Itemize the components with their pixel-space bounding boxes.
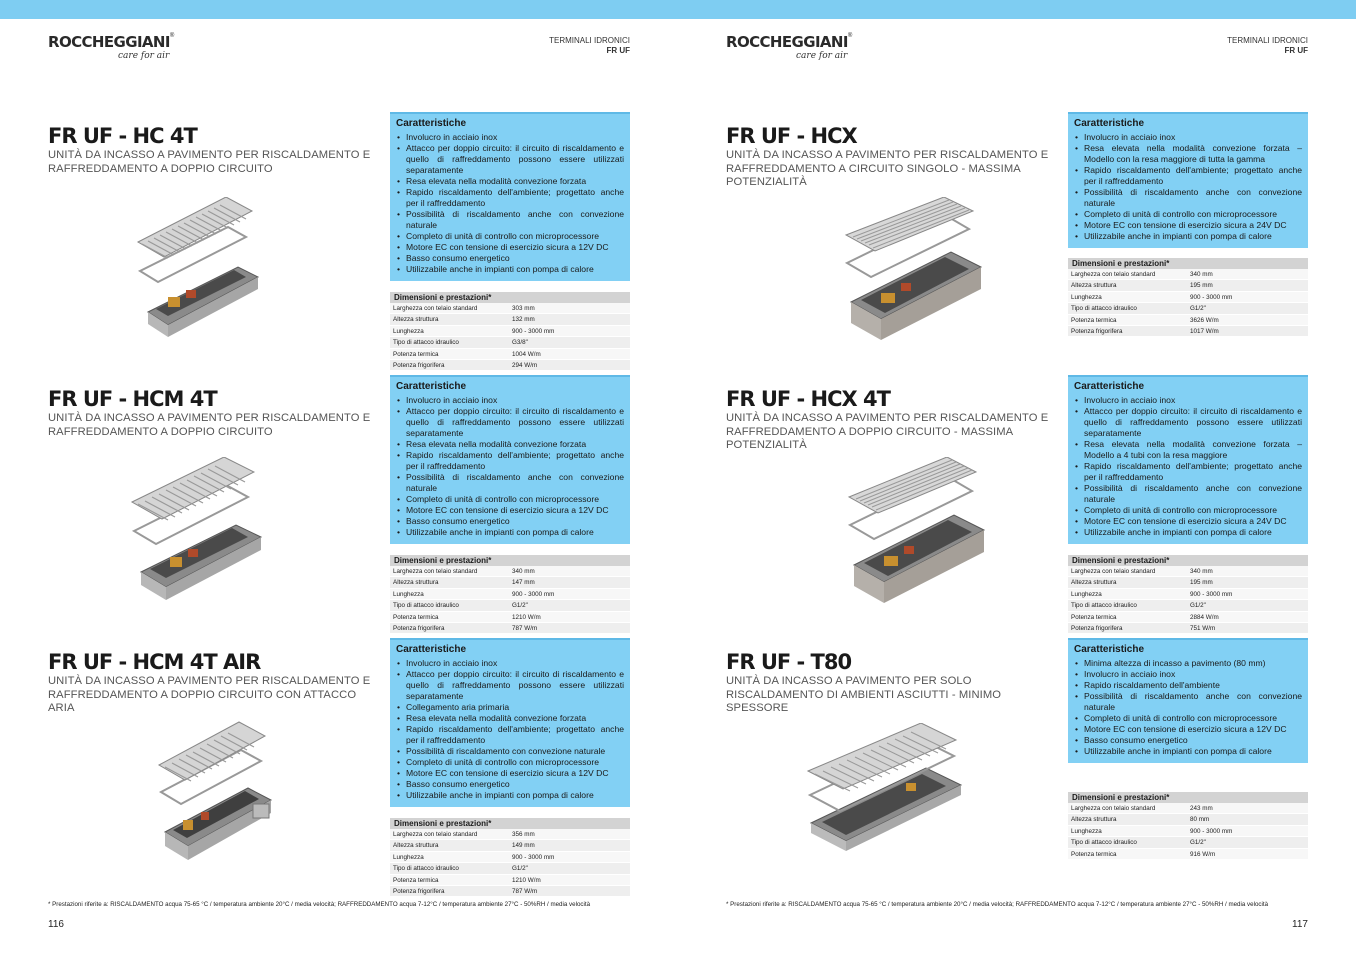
dimensions-value: 900 - 3000 mm — [1190, 827, 1233, 835]
product-subtitle: UNITÀ DA INCASSO A PAVIMENTO PER RISCALDAMENTO E RAFFREDDAMENTO A DOPPIO CIRCUITO - MASSIMA POTENZIALITÀ — [726, 412, 1049, 452]
feature-item: • Possibilità di riscaldamento anche con convezione naturale — [1074, 691, 1302, 713]
dimensions-row — [390, 349, 630, 360]
dimensions-row — [390, 337, 630, 348]
product-image — [844, 457, 1009, 612]
dimensions-value: 340 mm — [1190, 568, 1213, 575]
dimensions-value: 751 W/m — [1190, 624, 1216, 632]
feature-item: • Completo di unità di controllo con microprocessore — [396, 757, 624, 768]
feature-item: • Possibilità di riscaldamento anche con convezione naturale — [396, 209, 624, 231]
page-number: 116 — [48, 919, 64, 930]
feature-item: • Utilizzabile anche in impianti con pompa di calore — [1074, 746, 1302, 757]
dimensions-value: 1210 W/m — [512, 613, 541, 621]
features-list — [1074, 395, 1302, 538]
features-list — [1074, 658, 1302, 757]
feature-item: • Completo di unità di controllo con microprocessore — [1074, 713, 1302, 724]
feature-item: • Rapido riscaldamento dell'ambiente; progettato anche per il raffreddamento — [396, 724, 624, 746]
dimensions-value: 243 mm — [1190, 805, 1213, 812]
dimensions-label: Lunghezza — [393, 327, 424, 335]
features-panel — [1068, 375, 1308, 544]
dimensions-label: Altezza struttura — [1071, 282, 1117, 290]
dimensions-row — [390, 600, 630, 611]
page-number: 117 — [1292, 919, 1308, 930]
dimensions-value: 340 mm — [512, 568, 535, 575]
dimensions-label: Larghezza con telaio standard — [393, 831, 478, 838]
dimensions-row — [1068, 303, 1308, 314]
dimensions-label: Larghezza con telaio standard — [393, 305, 478, 312]
dimensions-label: Potenza termica — [1071, 613, 1117, 621]
features-title: Caratteristiche — [396, 381, 467, 392]
dimensions-row — [1068, 269, 1308, 280]
feature-item: • Rapido riscaldamento dell'ambiente; progettato anche per il raffreddamento — [396, 450, 624, 472]
dimensions-label: Lunghezza — [1071, 590, 1102, 598]
features-title: Caratteristiche — [1074, 381, 1145, 392]
feature-item: • Collegamento aria primaria — [396, 702, 624, 713]
dimensions-row — [390, 863, 630, 874]
features-title: Caratteristiche — [396, 118, 467, 129]
dimensions-table — [390, 818, 630, 897]
dimensions-label: Larghezza con telaio standard — [1071, 805, 1156, 812]
dimensions-value: G1/2" — [1190, 602, 1206, 610]
dimensions-value: 1004 W/m — [512, 350, 541, 358]
feature-item: • Motore EC con tensione di esercizio sicura a 24V DC — [1074, 220, 1302, 231]
dimensions-label: Larghezza con telaio standard — [1071, 568, 1156, 575]
feature-item: • Utilizzabile anche in impianti con pompa di calore — [1074, 231, 1302, 242]
dimensions-table — [1068, 555, 1308, 634]
feature-item: • Involucro in acciaio inox — [396, 395, 624, 406]
dimensions-row — [1068, 849, 1308, 860]
brand-logo — [48, 33, 188, 69]
brand-tagline: care for air — [796, 51, 848, 61]
feature-item: • Attacco per doppio circuito: il circuito di riscaldamento e quello di raffreddamento possono essere utilizzati separatamente — [396, 669, 624, 702]
dimensions-label: Potenza frigorifera — [393, 361, 445, 369]
dimensions-label: Lunghezza — [393, 853, 424, 861]
brand-reg-mark: ® — [169, 33, 175, 39]
dimensions-label: Potenza frigorifera — [393, 887, 445, 895]
features-panel — [390, 375, 630, 544]
dimensions-value: 3626 W/m — [1190, 316, 1219, 324]
dimensions-row — [1068, 589, 1308, 600]
feature-item: • Resa elevata nella modalità convezione forzata — [396, 176, 624, 187]
feature-item: • Rapido riscaldamento dell'ambiente; progettato anche per il raffreddamento — [1074, 461, 1302, 483]
feature-item: • Basso consumo energetico — [396, 516, 624, 527]
dimensions-label: Tipo di attacco idraulico — [393, 865, 459, 873]
dimensions-value: 195 mm — [1190, 579, 1213, 587]
dimensions-title: Dimensioni e prestazioni* — [1068, 258, 1308, 269]
page-117 — [678, 19, 1356, 959]
feature-item: • Resa elevata nella modalità convezione forzata — [396, 713, 624, 724]
dimensions-row — [390, 623, 630, 634]
dimensions-label: Potenza frigorifera — [1071, 624, 1123, 632]
dimensions-value: 356 mm — [512, 831, 535, 838]
dimensions-label: Lunghezza — [393, 590, 424, 598]
product-section — [48, 638, 630, 898]
dimensions-row — [1068, 814, 1308, 825]
dimensions-row — [390, 360, 630, 371]
dimensions-label: Altezza struttura — [393, 842, 439, 850]
dimensions-row — [1068, 577, 1308, 588]
footnote: * Prestazioni riferite a: RISCALDAMENTO acqua 75-65 °C / temperatura ambiente 20°C / media velocità; RAFFREDDAMENTO acqua 7-12°C / temperatura ambiente 27°C - 50%RH / media velocità — [48, 901, 591, 908]
features-panel — [1068, 638, 1308, 763]
running-header-line1: TERMINALI IDRONICI — [1227, 36, 1308, 45]
dimensions-value: 303 mm — [512, 305, 535, 312]
feature-item: • Possibilità di riscaldamento anche con convezione naturale — [396, 472, 624, 494]
dimensions-row — [390, 566, 630, 577]
product-title: FR UF - HC 4T — [48, 124, 197, 148]
dimensions-row — [390, 577, 630, 588]
product-section — [726, 112, 1308, 372]
features-list — [396, 132, 624, 275]
brand-reg-mark: ® — [847, 33, 853, 39]
dimensions-value: 900 - 3000 mm — [512, 853, 555, 861]
dimensions-label: Lunghezza — [1071, 827, 1102, 835]
product-section — [726, 638, 1308, 898]
feature-item: • Attacco per doppio circuito: il circuito di riscaldamento e quello di raffreddamento possono essere utilizzati separatamente — [396, 406, 624, 439]
feature-item: • Rapido riscaldamento dell'ambiente; progettato anche per il raffreddamento — [1074, 165, 1302, 187]
dimensions-row — [390, 314, 630, 325]
dimensions-value: 900 - 3000 mm — [1190, 293, 1233, 301]
dimensions-table — [1068, 792, 1308, 860]
dimensions-label: Altezza struttura — [1071, 579, 1117, 587]
top-color-band — [0, 0, 1356, 19]
footnote: * Prestazioni riferite a: RISCALDAMENTO acqua 75-65 °C / temperatura ambiente 20°C / media velocità; RAFFREDDAMENTO acqua 7-12°C / temperatura ambiente 27°C - 50%RH / media velocità — [726, 901, 1269, 908]
product-subtitle: UNITÀ DA INCASSO A PAVIMENTO PER RISCALDAMENTO E RAFFREDDAMENTO A CIRCUITO SINGOLO - MASSIMA POTENZIALITÀ — [726, 149, 1049, 189]
dimensions-row — [390, 875, 630, 886]
product-title: FR UF - HCX 4T — [726, 387, 890, 411]
features-title: Caratteristiche — [396, 644, 467, 655]
dimensions-value: 916 W/m — [1190, 850, 1216, 858]
dimensions-label: Potenza termica — [393, 613, 439, 621]
product-subtitle: UNITÀ DA INCASSO A PAVIMENTO PER RISCALDAMENTO E RAFFREDDAMENTO A DOPPIO CIRCUITO CON ATTACCO ARIA — [48, 675, 371, 715]
product-image — [126, 457, 276, 607]
dimensions-label: Potenza termica — [393, 876, 439, 884]
feature-item: • Utilizzabile anche in impianti con pompa di calore — [396, 790, 624, 801]
feature-item: • Completo di unità di controllo con microprocessore — [396, 494, 624, 505]
dimensions-value: 1017 W/m — [1190, 327, 1219, 335]
dimensions-value: G3/8" — [512, 339, 528, 347]
dimensions-label: Altezza struttura — [1071, 816, 1117, 824]
feature-item: • Attacco per doppio circuito: il circuito di riscaldamento e quello di raffreddamento possono essere utilizzati separatamente — [396, 143, 624, 176]
feature-item: • Minima altezza di incasso a pavimento (80 mm) — [1074, 658, 1302, 669]
product-image — [128, 197, 273, 342]
brand-logo — [726, 33, 866, 69]
dimensions-title: Dimensioni e prestazioni* — [390, 555, 630, 566]
dimensions-value: 80 mm — [1190, 816, 1210, 824]
feature-item: • Involucro in acciaio inox — [1074, 132, 1302, 143]
dimensions-value: 900 - 3000 mm — [512, 590, 555, 598]
feature-item: • Motore EC con tensione di esercizio sicura a 12V DC — [1074, 724, 1302, 735]
product-image — [153, 720, 283, 870]
dimensions-label: Tipo di attacco idraulico — [1071, 839, 1137, 847]
product-title: FR UF - HCM 4T AIR — [48, 650, 261, 674]
dimensions-row — [1068, 315, 1308, 326]
dimensions-value: 787 W/m — [512, 624, 538, 632]
running-header — [549, 36, 630, 56]
running-header — [1227, 36, 1308, 56]
dimensions-value: 340 mm — [1190, 271, 1213, 278]
dimensions-row — [390, 303, 630, 314]
product-title: FR UF - HCX — [726, 124, 857, 148]
dimensions-title: Dimensioni e prestazioni* — [390, 292, 630, 303]
feature-item: • Involucro in acciaio inox — [1074, 395, 1302, 406]
features-title: Caratteristiche — [1074, 644, 1145, 655]
features-list — [396, 395, 624, 538]
dimensions-row — [1068, 612, 1308, 623]
feature-item: • Motore EC con tensione di esercizio sicura a 24V DC — [1074, 516, 1302, 527]
feature-item: • Rapido riscaldamento dell'ambiente — [1074, 680, 1302, 691]
dimensions-row — [1068, 803, 1308, 814]
dimensions-title: Dimensioni e prestazioni* — [1068, 555, 1308, 566]
feature-item: • Possibilità di riscaldamento anche con convezione naturale — [1074, 483, 1302, 505]
dimensions-table — [1068, 258, 1308, 337]
product-image — [841, 197, 1006, 347]
feature-item: • Motore EC con tensione di esercizio sicura a 12V DC — [396, 242, 624, 253]
dimensions-row — [390, 589, 630, 600]
dimensions-row — [390, 852, 630, 863]
dimensions-value: 147 mm — [512, 579, 535, 587]
running-header-line2: FR UF — [1284, 46, 1308, 55]
features-panel — [1068, 112, 1308, 248]
feature-item: • Utilizzabile anche in impianti con pompa di calore — [1074, 527, 1302, 538]
dimensions-label: Altezza struttura — [393, 579, 439, 587]
dimensions-label: Larghezza con telaio standard — [393, 568, 478, 575]
feature-item: • Utilizzabile anche in impianti con pompa di calore — [396, 264, 624, 275]
dimensions-row — [390, 840, 630, 851]
feature-item: • Resa elevata nella modalità convezione forzata – Modello a 4 tubi con la resa maggiore — [1074, 439, 1302, 461]
product-section — [48, 112, 630, 372]
dimensions-label: Potenza termica — [1071, 850, 1117, 858]
dimensions-label: Larghezza con telaio standard — [1071, 271, 1156, 278]
dimensions-value: 1210 W/m — [512, 876, 541, 884]
product-subtitle: UNITÀ DA INCASSO A PAVIMENTO PER RISCALDAMENTO E RAFFREDDAMENTO A DOPPIO CIRCUITO — [48, 412, 371, 438]
feature-item: • Completo di unità di controllo con microprocessore — [396, 231, 624, 242]
dimensions-row — [1068, 826, 1308, 837]
feature-item: • Basso consumo energetico — [396, 779, 624, 790]
dimensions-label: Potenza frigorifera — [393, 624, 445, 632]
dimensions-row — [1068, 566, 1308, 577]
dimensions-row — [390, 612, 630, 623]
features-list — [396, 658, 624, 801]
page-116 — [0, 19, 678, 959]
dimensions-row — [1068, 623, 1308, 634]
feature-item: • Possibilità di riscaldamento anche con convezione naturale — [1074, 187, 1302, 209]
product-title: FR UF - T80 — [726, 650, 852, 674]
dimensions-value: 900 - 3000 mm — [1190, 590, 1233, 598]
product-section — [726, 375, 1308, 635]
feature-item: • Rapido riscaldamento dell'ambiente; progettato anche per il raffreddamento — [396, 187, 624, 209]
dimensions-value: 149 mm — [512, 842, 535, 850]
dimensions-value: G1/2" — [512, 865, 528, 873]
feature-item: • Completo di unità di controllo con microprocessore — [1074, 505, 1302, 516]
dimensions-value: 132 mm — [512, 316, 535, 324]
product-image — [806, 723, 976, 863]
dimensions-value: 294 W/m — [512, 361, 538, 369]
dimensions-row — [1068, 326, 1308, 337]
features-title: Caratteristiche — [1074, 118, 1145, 129]
dimensions-label: Potenza frigorifera — [1071, 327, 1123, 335]
features-list — [1074, 132, 1302, 242]
product-subtitle: UNITÀ DA INCASSO A PAVIMENTO PER RISCALDAMENTO E RAFFREDDAMENTO A DOPPIO CIRCUITO — [48, 149, 371, 175]
dimensions-row — [390, 886, 630, 897]
product-section — [48, 375, 630, 635]
dimensions-label: Potenza termica — [1071, 316, 1117, 324]
dimensions-label: Tipo di attacco idraulico — [393, 602, 459, 610]
product-subtitle: UNITÀ DA INCASSO A PAVIMENTO PER SOLO RISCALDAMENTO DI AMBIENTI ASCIUTTI - MINIMO SPESSORE — [726, 675, 1002, 715]
dimensions-label: Tipo di attacco idraulico — [1071, 602, 1137, 610]
feature-item: • Involucro in acciaio inox — [396, 658, 624, 669]
feature-item: • Attacco per doppio circuito: il circuito di riscaldamento e quello di raffreddamento possono essere utilizzati separatamente — [1074, 406, 1302, 439]
dimensions-value: 2884 W/m — [1190, 613, 1219, 621]
dimensions-value: G1/2" — [512, 602, 528, 610]
running-header-line1: TERMINALI IDRONICI — [549, 36, 630, 45]
dimensions-label: Altezza struttura — [393, 316, 439, 324]
dimensions-value: 900 - 3000 mm — [512, 327, 555, 335]
feature-item: • Motore EC con tensione di esercizio sicura a 12V DC — [396, 768, 624, 779]
dimensions-value: 195 mm — [1190, 282, 1213, 290]
feature-item: • Basso consumo energetico — [1074, 735, 1302, 746]
feature-item: • Utilizzabile anche in impianti con pompa di calore — [396, 527, 624, 538]
dimensions-label: Tipo di attacco idraulico — [393, 339, 459, 347]
dimensions-label: Tipo di attacco idraulico — [1071, 305, 1137, 313]
brand-tagline: care for air — [118, 51, 170, 61]
dimensions-title: Dimensioni e prestazioni* — [390, 818, 630, 829]
dimensions-value: G1/2" — [1190, 839, 1206, 847]
feature-item: • Involucro in acciaio inox — [396, 132, 624, 143]
feature-item: • Completo di unità di controllo con microprocessore — [1074, 209, 1302, 220]
product-title: FR UF - HCM 4T — [48, 387, 217, 411]
dimensions-label: Potenza termica — [393, 350, 439, 358]
features-panel — [390, 638, 630, 807]
dimensions-row — [1068, 837, 1308, 848]
feature-item: • Basso consumo energetico — [396, 253, 624, 264]
feature-item: • Involucro in acciaio inox — [1074, 669, 1302, 680]
dimensions-value: 787 W/m — [512, 887, 538, 895]
feature-item: • Motore EC con tensione di esercizio sicura a 12V DC — [396, 505, 624, 516]
dimensions-row — [390, 326, 630, 337]
dimensions-row — [1068, 292, 1308, 303]
dimensions-row — [1068, 280, 1308, 291]
dimensions-table — [390, 292, 630, 371]
brand-name: ROCCHEGGIANI — [48, 33, 170, 51]
dimensions-title: Dimensioni e prestazioni* — [1068, 792, 1308, 803]
dimensions-row — [390, 829, 630, 840]
feature-item: • Resa elevata nella modalità convezione forzata – Modello con la resa maggiore di tutta la gamma — [1074, 143, 1302, 165]
feature-item: • Possibilità di riscaldamento con convezione naturale — [396, 746, 624, 757]
brand-name: ROCCHEGGIANI — [726, 33, 848, 51]
dimensions-label: Lunghezza — [1071, 293, 1102, 301]
dimensions-row — [1068, 600, 1308, 611]
features-panel — [390, 112, 630, 281]
feature-item: • Resa elevata nella modalità convezione forzata — [396, 439, 624, 450]
dimensions-value: G1/2" — [1190, 305, 1206, 313]
running-header-line2: FR UF — [606, 46, 630, 55]
dimensions-table — [390, 555, 630, 634]
